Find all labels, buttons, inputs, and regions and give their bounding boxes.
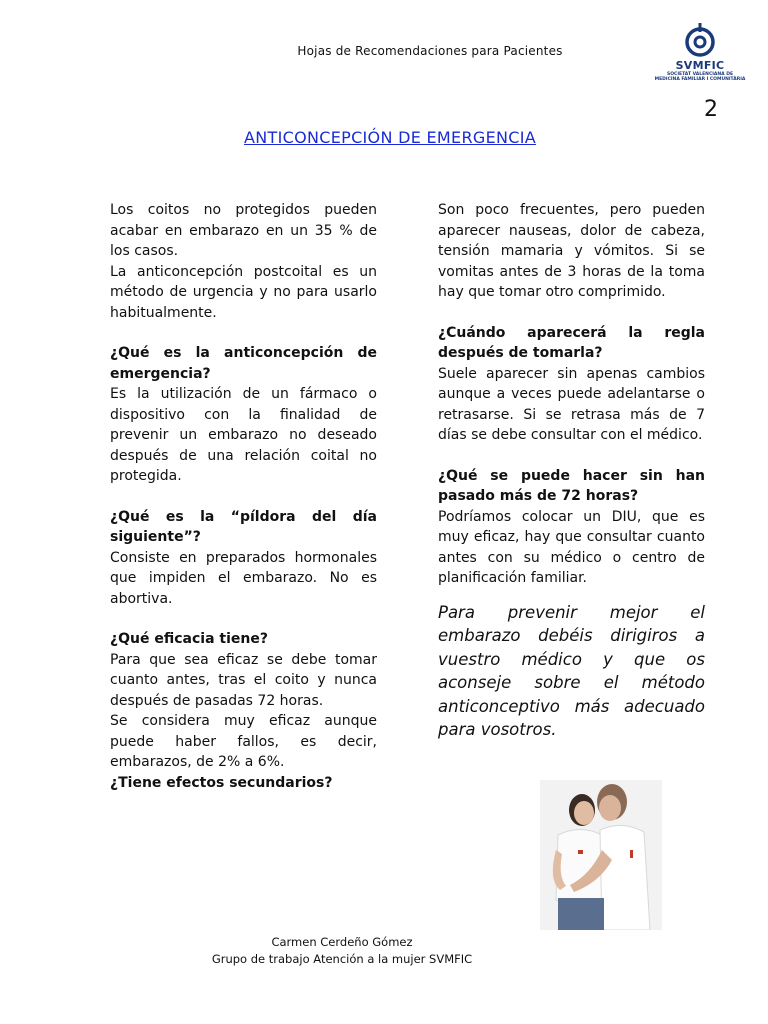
answer-morning-after-pill: Consiste en preparados hormonales que impiden el embarazo. No es abortiva. (110, 549, 377, 607)
intro-paragraph-1: Los coitos no protegidos pueden acabar en embarazo en un 35 % de los casos. (110, 202, 377, 259)
page-number: 2 (704, 97, 718, 122)
footer-group: Grupo de trabajo Atención a la mujer SVMFIC (211, 952, 473, 966)
question-morning-after-pill: ¿Qué es la “píldora del día siguiente”? (110, 508, 377, 545)
footer (0, 934, 684, 968)
closing-recommendation: Para prevenir mejor el embarazo debéis dirigiros a vuestro médico y que os aconseje sobre el método anticonceptivo más adecuado para vosotros. (438, 602, 705, 739)
right-column (438, 200, 705, 742)
answer-efficacy-1: Para que sea eficaz se debe tomar cuanto antes, tras el coito y nunca después de pasadas 72 horas. (110, 651, 377, 709)
answer-when-period: Suele aparecer sin apenas cambios aunque a veces puede adelantarse o retrasarse. Si se retrasa más de 7 días se debe consultar con el médico. (438, 365, 705, 443)
answer-after-72-hours: Podríamos colocar un DIU, que es muy eficaz, hay que consultar cuanto antes con su médico o centro de planificación familiar. (438, 508, 705, 586)
question-side-effects: ¿Tiene efectos secundarios? (110, 774, 333, 791)
answer-what-is-emergency-contraception: Es la utilización de un fármaco o dispositivo con la finalidad de prevenir un embarazo no deseado después de una relación coital no protegida. (110, 386, 377, 484)
answer-side-effects: Son poco frecuentes, pero pueden aparecer nauseas, dolor de cabeza, tensión mamaria y vómitos. Si se vomitas antes de 3 horas de la toma hay que tomar otro comprimido. (438, 202, 705, 300)
logo-subtitle-2: MEDICINA FAMILIAR I COMUNITÀRIA (654, 77, 746, 82)
answer-efficacy-2: Se considera muy eficaz aunque puede haber fallos, es decir, embarazos, de 2% a 6%. (110, 713, 377, 770)
intro-paragraph-2: La anticoncepción postcoital es un método de urgencia y no para usarlo habitualmente. (110, 263, 377, 321)
left-column (110, 200, 377, 793)
question-when-period: ¿Cuándo aparecerá la regla después de tomarla? (438, 324, 705, 361)
document-header: Hojas de Recomendaciones para Pacientes (297, 44, 563, 58)
svmfic-logo-icon (682, 22, 718, 58)
logo-brand: SVMFIC (675, 59, 725, 72)
question-efficacy: ¿Qué eficacia tiene? (110, 631, 268, 647)
document-title: ANTICONCEPCIÓN DE EMERGENCIA (244, 128, 536, 147)
couple-photo (540, 780, 662, 930)
question-what-is-emergency-contraception: ¿Qué es la anticoncepción de emergencia? (110, 345, 377, 382)
logo-subtitle-1: SOCIETAT VALENCIANA DE (666, 72, 734, 77)
svmfic-logo (652, 22, 748, 92)
question-after-72-hours: ¿Qué se puede hacer sin han pasado más de 72 horas? (438, 467, 705, 504)
footer-author: Carmen Cerdeño Gómez (271, 935, 413, 949)
